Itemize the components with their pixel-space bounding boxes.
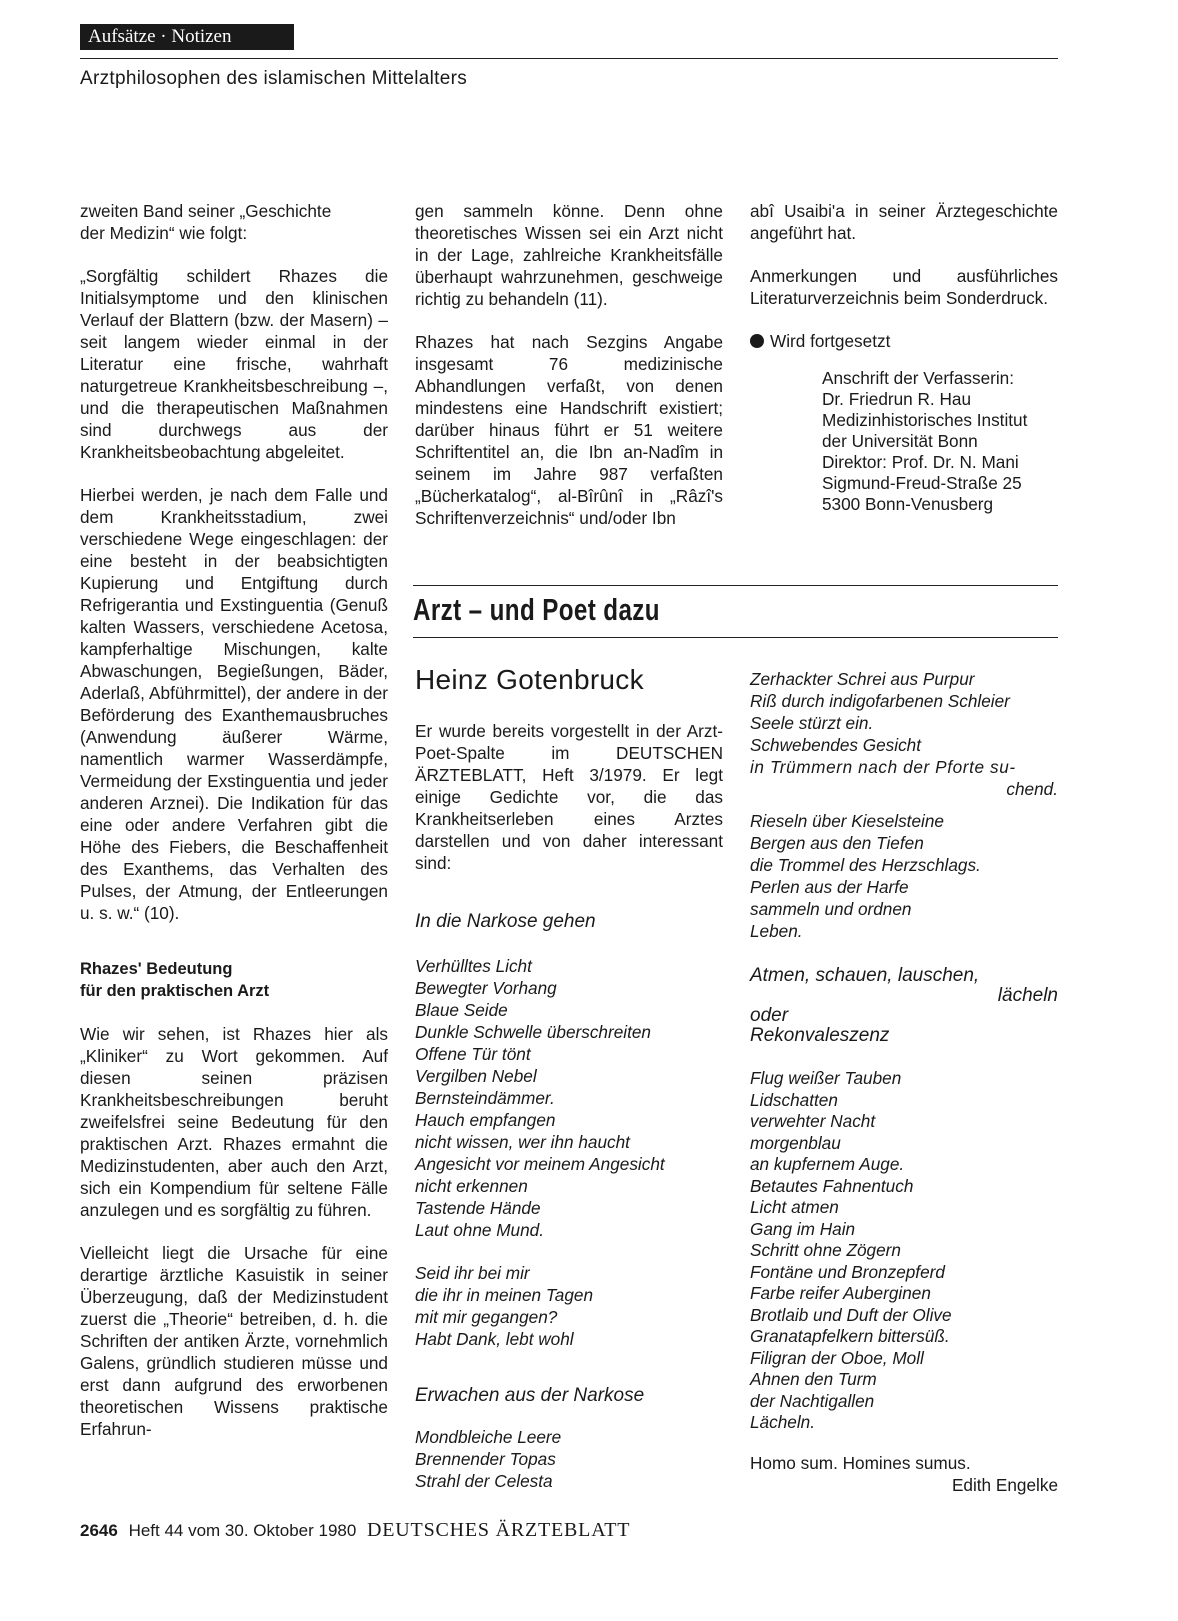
poem-line: Rieseln über Kieselsteine: [750, 811, 944, 831]
poem-line: die Trommel des Herzschlags.: [750, 855, 981, 875]
col1-paragraph-3: Hierbei werden, je nach dem Falle und dem Krankheitsstadium, zwei verschiedene Wege eingeschlagen: der eine besteht in der beabsichtigten Kupierung und Entgiftung durch Refrigerantia und Exstinguentia (Genuß kalten Wassers, verschiedene Acetosa, kampferhaltige Mischungen, kalte Abwaschungen, Begießungen, Bäder, Aderlaß, Abführmittel), der andere in der Beförderung des Exanthemausbruches (Anwendung äußerer Wärme, namentlich warmer Wasserdämpfe, Vermeidung der Exstinguentia und jeder anderen Arznei). Die Indikation für das eine oder andere Verfahren gibt die Höhe des Fiebers, die Beschaffenheit des Exanthems, das Verhalten des Pulses, der Atmung, der Entleerungen u. s. w.“ (10).: [80, 485, 388, 923]
col1-p1-line1: zweiten Band seiner „Geschichte: [80, 201, 332, 221]
poem-line: Laut ohne Mund.: [415, 1220, 545, 1240]
poem-line: Gang im Hain: [750, 1218, 856, 1239]
poem-line: Lidschatten: [750, 1089, 838, 1110]
poem-line: Bergen aus den Tiefen: [750, 833, 924, 853]
poem3-title-line2: lächeln: [997, 985, 1058, 1006]
poem-line: mit mir gegangen?: [415, 1307, 558, 1327]
header-rule: [80, 58, 1058, 59]
column-1: [80, 200, 388, 1461]
column-2-top: [415, 200, 723, 550]
col1-paragraph-4: Wie wir sehen, ist Rhazes hier als „Kliniker“ zu Wort gekommen. Auf diesen seinen präzisen Krankheitsbeschreibungen beruht zweifelsfrei seine Bedeutung für den praktischen Arzt. Rhazes ermahnt die Medizinstudenten, aber auch den Arzt, sich ein Kompendium für seltene Fälle anzulegen und es sorgfältig zu führen.: [80, 1024, 388, 1220]
col1-p1-line2: der Medizin“ wie folgt:: [80, 223, 248, 243]
col3-paragraph-1: abî Usaibi'a in seiner Ärztegeschichte angeführt hat.: [750, 201, 1058, 243]
poem-line: Bewegter Vorhang: [415, 978, 557, 998]
poem-line: Granatapfelkern bittersüß.: [750, 1326, 950, 1346]
poem-line: Offene Tür tönt: [415, 1044, 531, 1064]
poem-line: verwehter Nacht: [750, 1111, 876, 1131]
article2-intro-wrap: [415, 720, 723, 874]
poem-line: Habt Dank, lebt wohl: [415, 1329, 574, 1349]
section-heading-line1: Rhazes' Bedeutung: [80, 960, 233, 978]
poem-line: Hauch empfangen: [415, 1110, 556, 1130]
poem-line: Farbe reifer Auberginen: [750, 1283, 931, 1303]
section-tag: Aufsätze · Notizen: [80, 24, 294, 50]
poem-line: Lächeln.: [750, 1412, 815, 1432]
poem-line: die ihr in meinen Tagen: [415, 1285, 594, 1305]
article2-title: Arzt – und Poet dazu: [413, 592, 660, 627]
poem2-stanza-1-part2: [750, 668, 1058, 800]
poem2-stanza-2: [750, 810, 1058, 942]
poem-line: Fontäne und Bronzepferd: [750, 1261, 945, 1282]
poem3-title-line3: oder: [750, 1005, 789, 1026]
article2-author: Heinz Gotenbruck: [415, 664, 644, 695]
address-line: Direktor: Prof. Dr. N. Mani: [822, 452, 1019, 472]
poem3-title: [750, 966, 1058, 1046]
article2-bottom-rule: [413, 637, 1058, 638]
poem-line: Seid ihr bei mir: [415, 1263, 530, 1283]
poem2-stanza-1-part1: [415, 1426, 723, 1492]
poem-line: Brennender Topas: [415, 1449, 556, 1469]
closing-line: Homo sum. Homines sumus.: [750, 1452, 971, 1473]
poem-line: nicht wissen, wer ihn haucht: [415, 1132, 630, 1152]
closing-block: [750, 1452, 1058, 1496]
article-series-title: Arztphilosophen des islamischen Mittelalters: [80, 68, 468, 89]
author-address: [822, 368, 1058, 515]
poem1-stanza-1: [415, 955, 723, 1241]
poem-line: in Trümmern nach der Pforte su-: [750, 757, 1016, 777]
poem-line: Angesicht vor meinem Angesicht: [415, 1154, 665, 1174]
poem-line: Perlen aus der Harfe: [750, 877, 909, 897]
poem-line: Bernsteindämmer.: [415, 1088, 555, 1108]
poem-line: der Nachtigallen: [750, 1390, 875, 1411]
poem1-stanza-2: [415, 1262, 723, 1350]
column-2-bottom: [415, 664, 723, 1492]
poem-line: Ahnen den Turm: [750, 1369, 877, 1389]
page-number: 2646: [80, 1521, 118, 1540]
poem-line: Leben.: [750, 921, 803, 941]
poem-line: Tastende Hände: [415, 1198, 541, 1218]
col1-paragraph-5: Vielleicht liegt die Ursache für eine derartige ärztliche Kasuistik in seiner Überzeugung, daß der Medizinstudent zuerst die „Theorie“ betreiben, d. h. die Schriften der antiken Ärzte, vornehmlich Galens, gründlich studieren müsse und erst dann aufgrund des erworbenen theoretischen Wissens praktische Erfahrun-: [80, 1243, 388, 1439]
poem-line: Dunkle Schwelle überschreiten: [415, 1022, 651, 1042]
poem1-title: In die Narkose gehen: [415, 911, 596, 932]
address-line: Dr. Friedrun R. Hau: [822, 389, 972, 409]
col1-paragraph-2: „Sorgfältig schildert Rhazes die Initialsymptome und den klinischen Verlauf der Blattern (bzw. der Masern) – seit langem wieder einmal in der Literatur eine frische, wahrhaft naturgetreue Krankheitsbeschreibung –, und die therapeutischen Maßnahmen sind durchwegs aus der Krankheitsbeobachtung abgeleitet.: [80, 266, 388, 462]
poem-line: Vergilben Nebel: [415, 1066, 537, 1086]
poem-line: sammeln und ordnen: [750, 899, 912, 919]
poem-line: Licht atmen: [750, 1197, 839, 1217]
poem-line: an kupfernem Auge.: [750, 1154, 905, 1174]
poem-line: Betautes Fahnentuch: [750, 1175, 914, 1196]
poem-line: Blaue Seide: [415, 1000, 508, 1020]
address-line: Medizinhistorisches Institut: [822, 410, 1028, 430]
poem-line: Strahl der Celesta: [415, 1471, 553, 1491]
article2-intro: Er wurde bereits vorgestellt in der Arzt-Poet-Spalte im DEUTSCHEN ÄRZTEBLATT, Heft 3/1979. Er legt einige Gedichte vor, die das Krankheitserleben eines Arztes darstellen und von daher interessant sind:: [415, 721, 723, 873]
magazine-name: DEUTSCHES ÄRZTEBLATT: [367, 1519, 631, 1541]
poem-line: Flug weißer Tauben: [750, 1068, 902, 1088]
section-heading-line2: für den praktischen Arzt: [80, 982, 270, 1000]
poem3-title-line1: Atmen, schauen, lauschen,: [750, 965, 980, 986]
poem-line: nicht erkennen: [415, 1176, 528, 1196]
col2-paragraph-1: gen sammeln könne. Denn ohne theoretisches Wissen sei ein Arzt nicht in der Lage, zahlreiche Krankheitsfälle überhaupt wahrzunehmen, geschweige richtig zu behandeln (11).: [415, 201, 723, 309]
poem2-title: Erwachen aus der Narkose: [415, 1385, 645, 1406]
column-3-bottom: [750, 668, 1058, 1496]
poem-line: Zerhackter Schrei aus Purpur: [750, 669, 975, 689]
address-line: 5300 Bonn-Venusberg: [822, 494, 994, 514]
issue-info: Heft 44 vom 30. Oktober 1980: [128, 1521, 357, 1540]
address-line: der Universität Bonn: [822, 431, 978, 451]
poem-line: Schritt ohne Zögern: [750, 1240, 901, 1260]
poem-line: chend.: [1006, 779, 1058, 799]
poem-line: Mondbleiche Leere: [415, 1427, 562, 1447]
page-footer: [80, 1519, 630, 1542]
continued-label: Wird fortgesetzt: [770, 331, 891, 351]
article2-top-rule: [413, 585, 1058, 586]
continued-note: [750, 330, 1058, 352]
poem-line: Brotlaib und Duft der Olive: [750, 1304, 952, 1325]
poem-line: Filigran der Oboe, Moll: [750, 1347, 924, 1368]
poem-line: Schwebendes Gesicht: [750, 735, 922, 755]
section-heading: [80, 958, 388, 1002]
col2-paragraph-2: Rhazes hat nach Sezgins Angabe insgesamt 76 medizinische Abhandlungen verfaßt, von denen mindestens eine Handschrift existiert; darüber hinaus führt er 51 weitere Schriftentitel an, die Ibn an-Nadîm in seinem im Jahre 987 verfaßten „Bücherkatalog“, al-Bîrûnî in „Râzî's Schriftenverzeichnis“ und/oder Ibn: [415, 332, 723, 528]
address-line: Anschrift der Verfasserin:: [822, 368, 1015, 388]
poem-line: Riß durch indigofarbenen Schleier: [750, 691, 1010, 711]
poem-line: morgenblau: [750, 1132, 841, 1153]
col1-paragraph-1: [80, 200, 388, 244]
column-3-top: [750, 200, 1058, 515]
poem-signature: Edith Engelke: [951, 1474, 1058, 1495]
col3-paragraph-2: Anmerkungen und ausführliches Literaturverzeichnis beim Sonderdruck.: [750, 266, 1058, 308]
bullet-icon: [750, 334, 764, 348]
poem-line: Seele stürzt ein.: [750, 713, 874, 733]
poem-line: Verhülltes Licht: [415, 956, 532, 976]
poem3-title-line4: Rekonvaleszenz: [750, 1025, 890, 1046]
address-line: Sigmund-Freud-Straße 25: [822, 473, 1022, 493]
poem3-body: [750, 1068, 1058, 1434]
